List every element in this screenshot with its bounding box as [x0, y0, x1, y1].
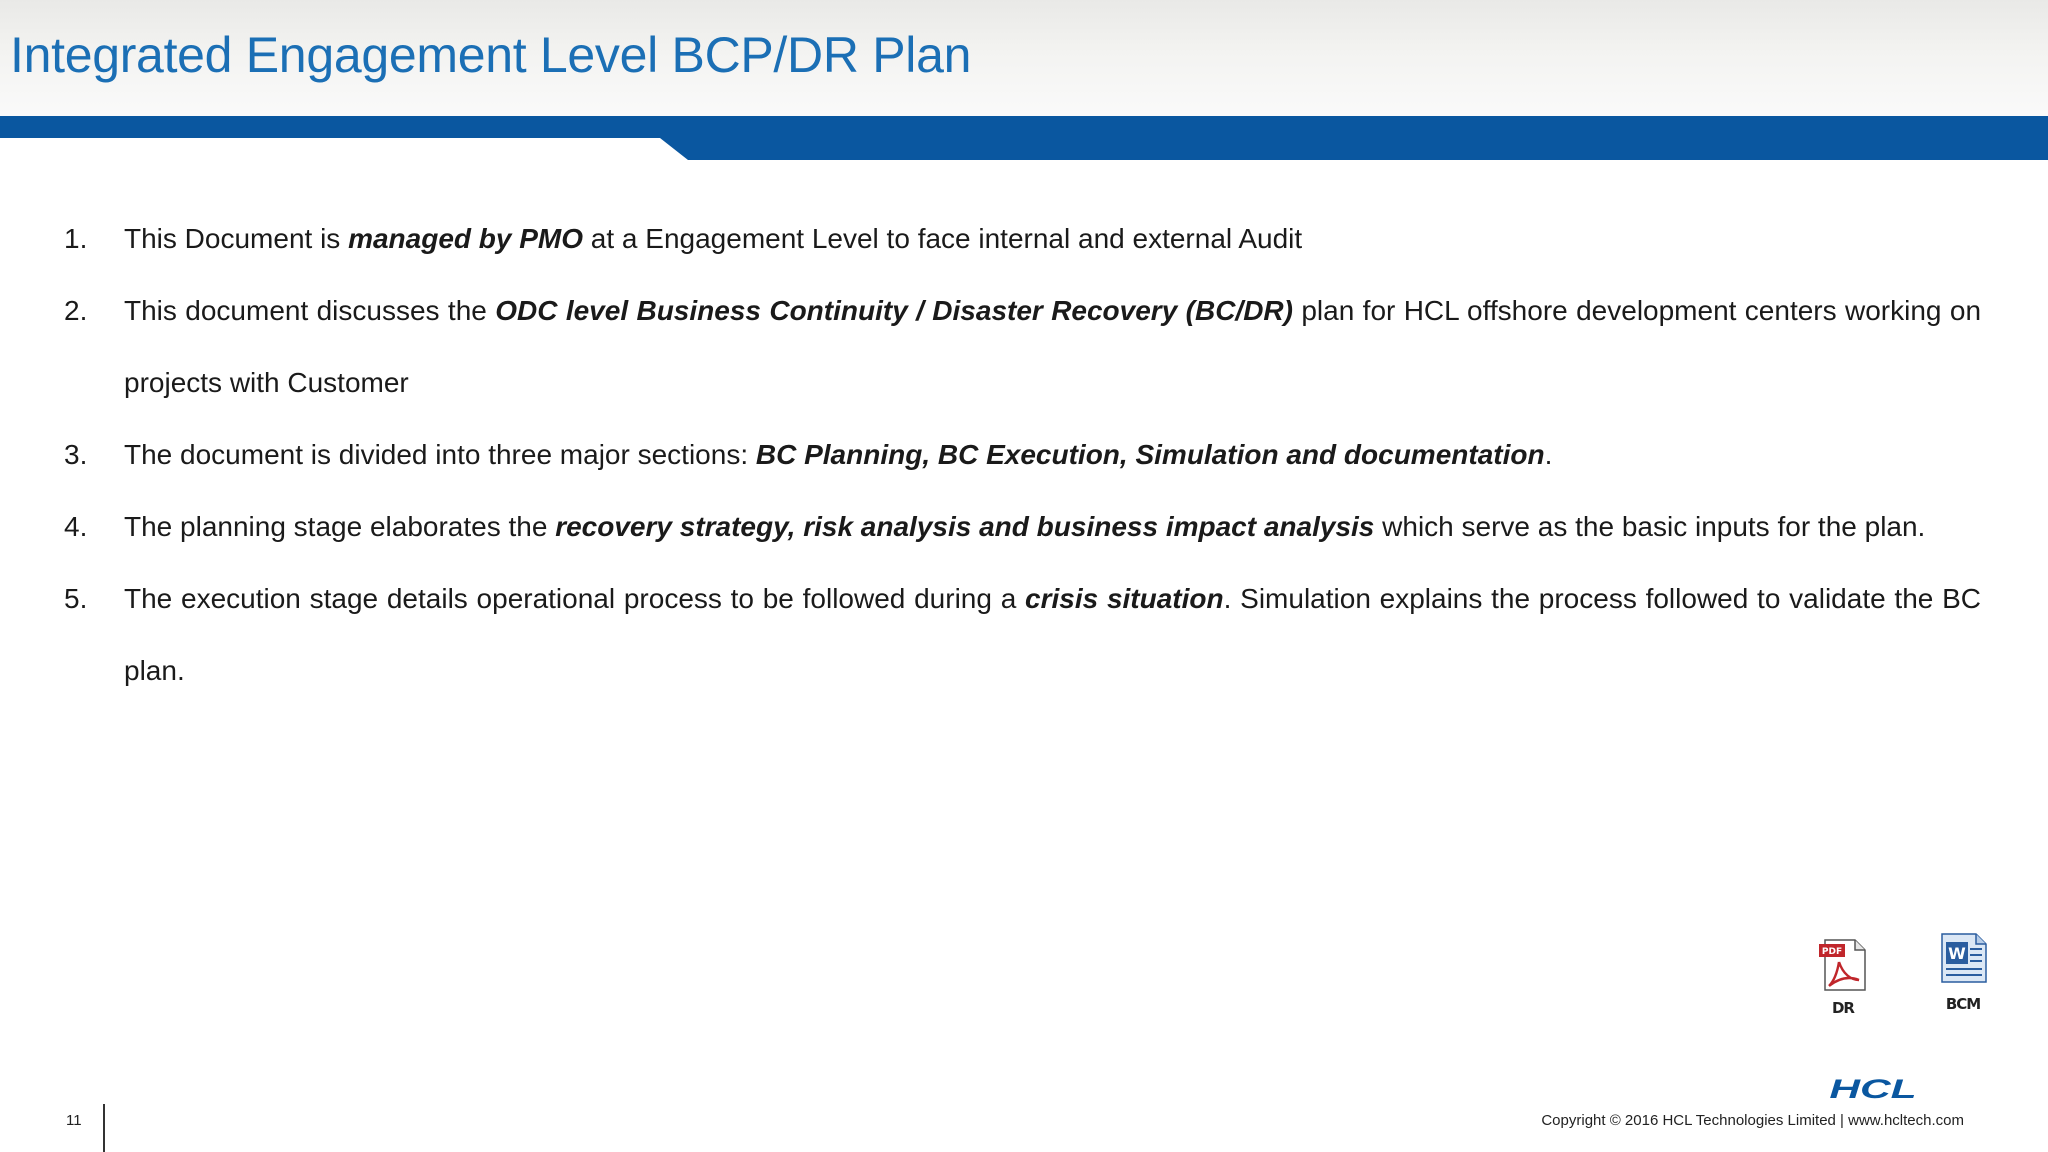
item-number: 2.	[64, 295, 88, 326]
list-item	[64, 275, 1981, 419]
dr-attachment[interactable]	[1810, 938, 1876, 1017]
list-item	[64, 491, 1981, 563]
slide-header	[0, 0, 2048, 116]
item-number: 3.	[64, 439, 88, 470]
bullet-list	[64, 203, 1981, 707]
svg-text:HCL: HCL	[1829, 1073, 1917, 1104]
item-number: 1.	[64, 223, 88, 254]
item-text: The execution stage details operational process to be followed during a crisis situation. Simulation explains the process followed to validate the BC plan.	[124, 583, 1981, 686]
page-divider	[103, 1104, 105, 1152]
item-text: The document is divided into three major sections: BC Planning, BC Execution, Simulation and documentation.	[124, 439, 1553, 470]
page-number: 11	[66, 1112, 82, 1129]
bcm-label: BCM	[1945, 995, 1981, 1013]
header-band	[0, 116, 2048, 162]
hcl-logo	[1768, 1070, 1978, 1104]
slide-title: Integrated Engagement Level BCP/DR Plan	[10, 27, 972, 83]
copyright-text: Copyright © 2016 HCL Technologies Limited | www.hcltech.com	[1541, 1112, 1964, 1129]
dr-label: DR	[1831, 999, 1854, 1017]
item-text: This Document is managed by PMO at a Engagement Level to face internal and external Audit	[124, 223, 1303, 254]
item-text: This document discusses the ODC level Business Continuity / Disaster Recovery (BC/DR) plan for HCL offshore development centers working on projects with Customer	[124, 295, 1982, 398]
item-number: 5.	[64, 583, 88, 614]
list-item	[64, 203, 1981, 275]
word-file-icon	[1934, 932, 1992, 988]
svg-text:PDF: PDF	[1821, 947, 1843, 957]
list-item	[64, 419, 1981, 491]
list-item	[64, 563, 1981, 707]
svg-text:W: W	[1948, 944, 1966, 963]
pdf-file-icon	[1815, 938, 1871, 992]
bcm-attachment[interactable]	[1928, 932, 1998, 1013]
item-text: The planning stage elaborates the recovery strategy, risk analysis and business impact analysis which serve as the basic inputs for the plan.	[124, 511, 1926, 542]
item-number: 4.	[64, 511, 88, 542]
